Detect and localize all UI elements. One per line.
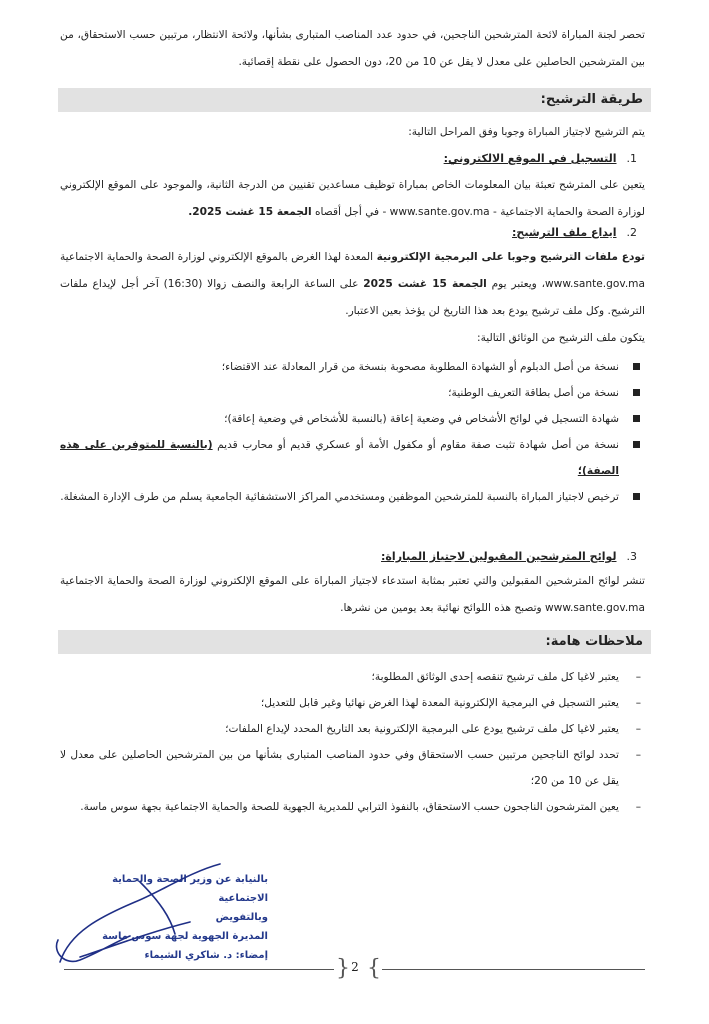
step2-number: 2. xyxy=(626,226,637,239)
square-bullet-icon xyxy=(633,415,640,422)
list-item: – يعتبر لاغيا كل ملف ترشيح تنقصه إحدى الوثائق المطلوبة؛ xyxy=(60,664,645,690)
list-item: نسخة من أصل الدبلوم أو الشهادة المطلوبة مصحوبة بنسخة من قرار المعادلة عند الاقتضاء؛ xyxy=(60,354,645,380)
list-item: ترخيص لاجتياز المباراة بالنسبة للمترشحين الموظفين ومستخدمي المراكز الاستشفائية الجامعية يسلم من طرف الإدارة المشغلة. xyxy=(60,484,645,510)
signature-line: إمضاء: د. شاكري الشيماء xyxy=(144,950,268,961)
list-item: شهادة التسجيل في لوائح الأشخاص في وضعية إعاقة (بالنسبة للأشخاص في وضعية إعاقة)؛ xyxy=(60,406,645,432)
documents-lead: يتكون ملف الترشيح من الوثائق التالية: xyxy=(477,332,645,344)
list-item: نسخة من أصل بطاقة التعريف الوطنية؛ xyxy=(60,380,645,406)
footer-divider xyxy=(382,969,645,970)
dash-bullet-icon: – xyxy=(635,749,641,761)
step1-title-text: التسجيل في الموقع الالكتروني: xyxy=(443,152,617,165)
step2-paragraph xyxy=(60,244,645,325)
step2-text-a: المعدة لهذا الغرض بالموقع الإلكتروني لوزارة الصحة والحماية الاجتماعية www.sante.gov.ma، ويعتبر يوم xyxy=(60,251,645,290)
step2-bold-lead: تودع ملفات الترشيح وجوبا على البرمجية الإلكترونية xyxy=(376,251,645,263)
signature-line: بالنيابة عن وزير الصحة والحماية الاجتماعية xyxy=(112,874,268,904)
dash-bullet-icon: – xyxy=(635,801,641,813)
list-item: نسخة من أصل شهادة تثبت صفة مقاوم أو مكفول الأمة أو عسكري قديم أو محارب قديم (بالنسبة للمتوفرين على هذه الصفة)؛ xyxy=(60,432,645,484)
bracket-close-icon: } xyxy=(367,956,381,981)
step2-bold-date: الجمعة 15 غشت 2025 xyxy=(363,278,487,290)
step1-title xyxy=(444,152,637,165)
page-footer xyxy=(64,956,645,982)
dash-bullet-icon: – xyxy=(635,723,641,735)
step1-text: يتعين على المترشح تعبئة بيان المعلومات الخاص بمباراة توظيف مساعدين تقنيين من الدرجة الثانية، والموجود على الموقع الإلكتروني لوزارة الصحة والحماية الاجتماعية - www.sante.gov.ma - في أجل أقصاه xyxy=(60,179,645,218)
step1-paragraph xyxy=(60,172,645,226)
application-lead: يتم الترشيح لاجتياز المباراة وجوبا وفق المراحل التالية: xyxy=(408,126,645,138)
step3-title xyxy=(381,550,637,563)
step2-title xyxy=(512,226,637,239)
bracket-open-icon: { xyxy=(336,956,350,981)
list-item: – يعتبر التسجيل في البرمجية الإلكترونية المعدة لهذا الغرض نهائيا وغير قابل للتعديل؛ xyxy=(60,690,645,716)
step1-deadline: الجمعة 15 غشت 2025. xyxy=(188,206,312,218)
dash-bullet-icon: – xyxy=(635,671,641,683)
step3-title-text: لوائح المترشحين المقبولين لاجتياز المباراة: xyxy=(381,550,617,563)
step3-number: 3. xyxy=(626,550,637,563)
square-bullet-icon xyxy=(633,493,640,500)
list-item: – يعين المترشحون الناجحون حسب الاستحقاق، بالنفوذ الترابي للمديرية الجهوية للصحة والحماية الاجتماعية بجهة سوس ماسة. xyxy=(60,794,645,820)
documents-list xyxy=(60,354,645,510)
signature-line: المديرة الجهوية لجهة سوس ماسة xyxy=(102,931,268,942)
step2-text-b: على الساعة الرابعة والنصف زوالا (16:30) آخر أجل لإيداع ملفات الترشيح. وكل ملف ترشيح يودع بعد هذا التاريخ لن يؤخذ بعين الاعتبار. xyxy=(60,278,645,317)
list-item: – يعتبر لاغيا كل ملف ترشيح يودع على البرمجية الإلكترونية بعد التاريخ المحدد لإيداع الملفات؛ xyxy=(60,716,645,742)
step2-title-text: ايداع ملف الترشيح: xyxy=(512,226,617,239)
dash-bullet-icon: – xyxy=(635,697,641,709)
square-bullet-icon xyxy=(633,441,640,448)
doc4-note: (بالنسبة للمتوفرين على هذه الصفة)؛ xyxy=(60,439,619,477)
section-header-important-notes: ملاحظات هامة: xyxy=(58,630,651,654)
intro-paragraph: تحصر لجنة المباراة لائحة المترشحين الناجحين، في حدود عدد المناصب المتبارى بشأنها، ولائحة الانتظار، مرتبين حسب الاستحقاق، من بين المترشحين الحاصلين على معدل لا يقل عن 10 من 20، دون الحصول على نقطة إقصائية. xyxy=(60,29,645,68)
step1-number: 1. xyxy=(626,152,637,165)
step3-paragraph: تنشر لوائح المترشحين المقبولين والتي تعتبر بمثابة استدعاء لاجتياز المباراة على الموقع الإلكتروني لوزارة الصحة والحماية الاجتماعية www.sante.gov.ma وتصبح هذه اللوائح نهائية بعد يومين من نشرها. xyxy=(60,575,645,614)
page-number: 2 xyxy=(351,960,359,974)
list-item: – تحدد لوائح الناجحين مرتبين حسب الاستحقاق وفي حدود المناصب المتبارى بشأنها من بين المترشحين الحاصلين على معدل لا يقل عن 10 من 20؛ xyxy=(60,742,645,794)
notes-list xyxy=(60,664,645,820)
signature-line: وبالتفويض xyxy=(215,912,268,923)
footer-divider xyxy=(64,969,334,970)
square-bullet-icon xyxy=(633,363,640,370)
square-bullet-icon xyxy=(633,389,640,396)
section-header-application-method: طريقة الترشيح: xyxy=(58,88,651,112)
